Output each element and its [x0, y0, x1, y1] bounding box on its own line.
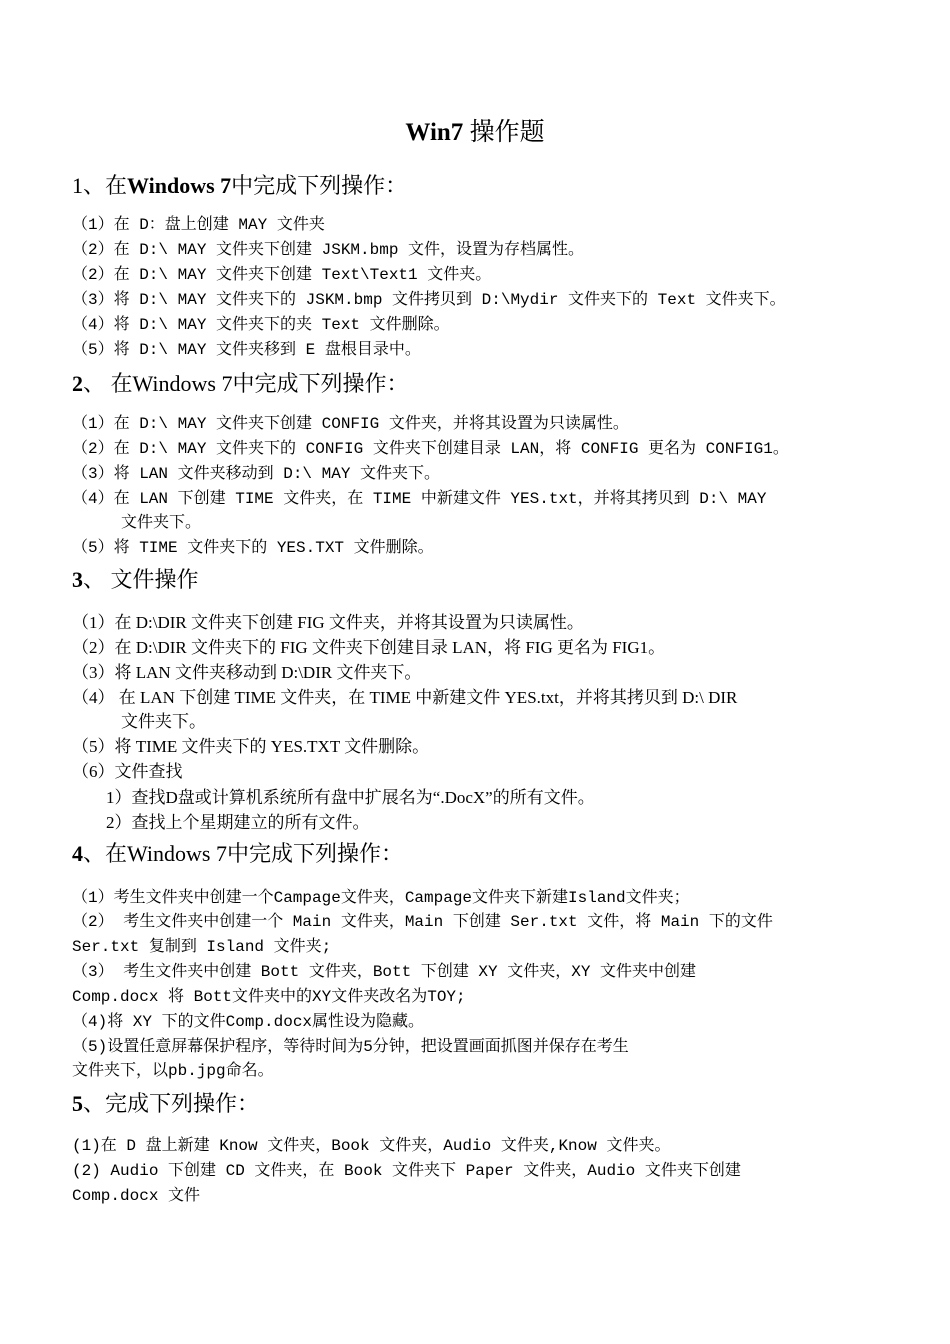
s4-item: （1）考生文件夹中创建一个Campage文件夹，Campage文件夹下新建Island文件夹；	[72, 889, 690, 907]
s4-item: （3） 考生文件夹中创建 Bott 文件夹，Bott 下创建 XY 文件夹，XY 文件夹中创建	[72, 963, 697, 981]
s3-item: （5）将 TIME 文件夹下的 YES.TXT 文件删除。	[72, 737, 430, 756]
s4-item: （4)将 XY 下的文件Comp.docx属性设为隐藏。	[72, 1013, 425, 1031]
section-1-heading: 1、在Windows 7中完成下列操作：	[72, 173, 408, 198]
s2-item: （5）将 TIME 文件夹下的 YES.TXT 文件删除。	[72, 539, 434, 557]
s2-item: （2）在 D:\ MAY 文件夹下的 CONFIG 文件夹下创建目录 LAN，将 CONFIG 更名为 CONFIG1。	[72, 440, 789, 458]
s1-item: （5）将 D:\ MAY 文件夹移到 E 盘根目录中。	[72, 341, 421, 359]
section-2-heading: 2、 在Windows 7中完成下列操作：	[72, 371, 409, 396]
s2-item: （4）在 LAN 下创建 TIME 文件夹，在 TIME 中新建文件 YES.txt，并将其拷贝到 D:\ MAY	[72, 490, 767, 508]
s3-item: （1）在 D:\DIR 文件夹下创建 FIG 文件夹，并将其设置为只读属性。	[72, 613, 584, 632]
s3-item: 2）查找上个星期建立的所有文件。	[106, 813, 370, 832]
section-4-heading: 4、在Windows 7中完成下列操作：	[72, 841, 403, 866]
s1-item: （3）将 D:\ MAY 文件夹下的 JSKM.bmp 文件拷贝到 D:\Mydir 文件夹下的 Text 文件夹下。	[72, 291, 786, 309]
s3-item: 1）查找D盘或计算机系统所有盘中扩展名为“.DocX”的所有文件。	[106, 788, 595, 807]
s4-item: Comp.docx 将 Bott文件夹中的XY文件夹改名为TOY;	[72, 988, 466, 1006]
s5-item: (2) Audio 下创建 CD 文件夹，在 Book 文件夹下 Paper 文件夹，Audio 文件夹下创建	[72, 1162, 741, 1180]
s2-item: （1）在 D:\ MAY 文件夹下创建 CONFIG 文件夹，并将其设置为只读属性。	[72, 415, 629, 433]
s1-item: （1）在 D：盘上创建 MAY 文件夹	[72, 216, 325, 234]
section-5-heading: 5、完成下列操作：	[72, 1091, 260, 1116]
s3-item: （2）在 D:\DIR 文件夹下的 FIG 文件夹下创建目录 LAN，将 FIG 更名为 FIG1。	[72, 638, 666, 657]
s3-item: （6）文件查找	[72, 762, 183, 781]
s4-item: Ser.txt 复制到 Island 文件夹;	[72, 938, 332, 956]
s4-item: 文件夹下，以pb.jpg命名。	[72, 1062, 274, 1080]
s2-item: 文件夹下。	[121, 514, 202, 532]
s4-item: （5)设置任意屏幕保护程序，等待时间为5分钟，把设置画面抓图并保存在考生	[72, 1038, 629, 1056]
s1-item: （2）在 D:\ MAY 文件夹下创建 JSKM.bmp 文件，设置为存档属性。	[72, 241, 585, 259]
s1-item: （2）在 D:\ MAY 文件夹下创建 Text\Text1 文件夹。	[72, 266, 492, 284]
s5-item: Comp.docx 文件	[72, 1187, 201, 1205]
section-3-heading: 3、 文件操作	[72, 567, 199, 592]
page-title: Win7 操作题	[405, 119, 545, 146]
s1-item: （4）将 D:\ MAY 文件夹下的夹 Text 文件删除。	[72, 316, 450, 334]
s4-item: （2） 考生文件夹中创建一个 Main 文件夹，Main 下创建 Ser.txt 文件，将 Main 下的文件	[72, 913, 773, 931]
s5-item: (1)在 D 盘上新建 Know 文件夹，Book 文件夹，Audio 文件夹,Know 文件夹。	[72, 1137, 671, 1155]
s2-item: （3）将 LAN 文件夹移动到 D:\ MAY 文件夹下。	[72, 465, 441, 483]
s3-item: 文件夹下。	[121, 712, 206, 731]
s3-item: （3）将 LAN 文件夹移动到 D:\DIR 文件夹下。	[72, 663, 422, 682]
s3-item: （4） 在 LAN 下创建 TIME 文件夹，在 TIME 中新建文件 YES.txt，并将其拷贝到 D:\ DIR	[72, 688, 738, 707]
